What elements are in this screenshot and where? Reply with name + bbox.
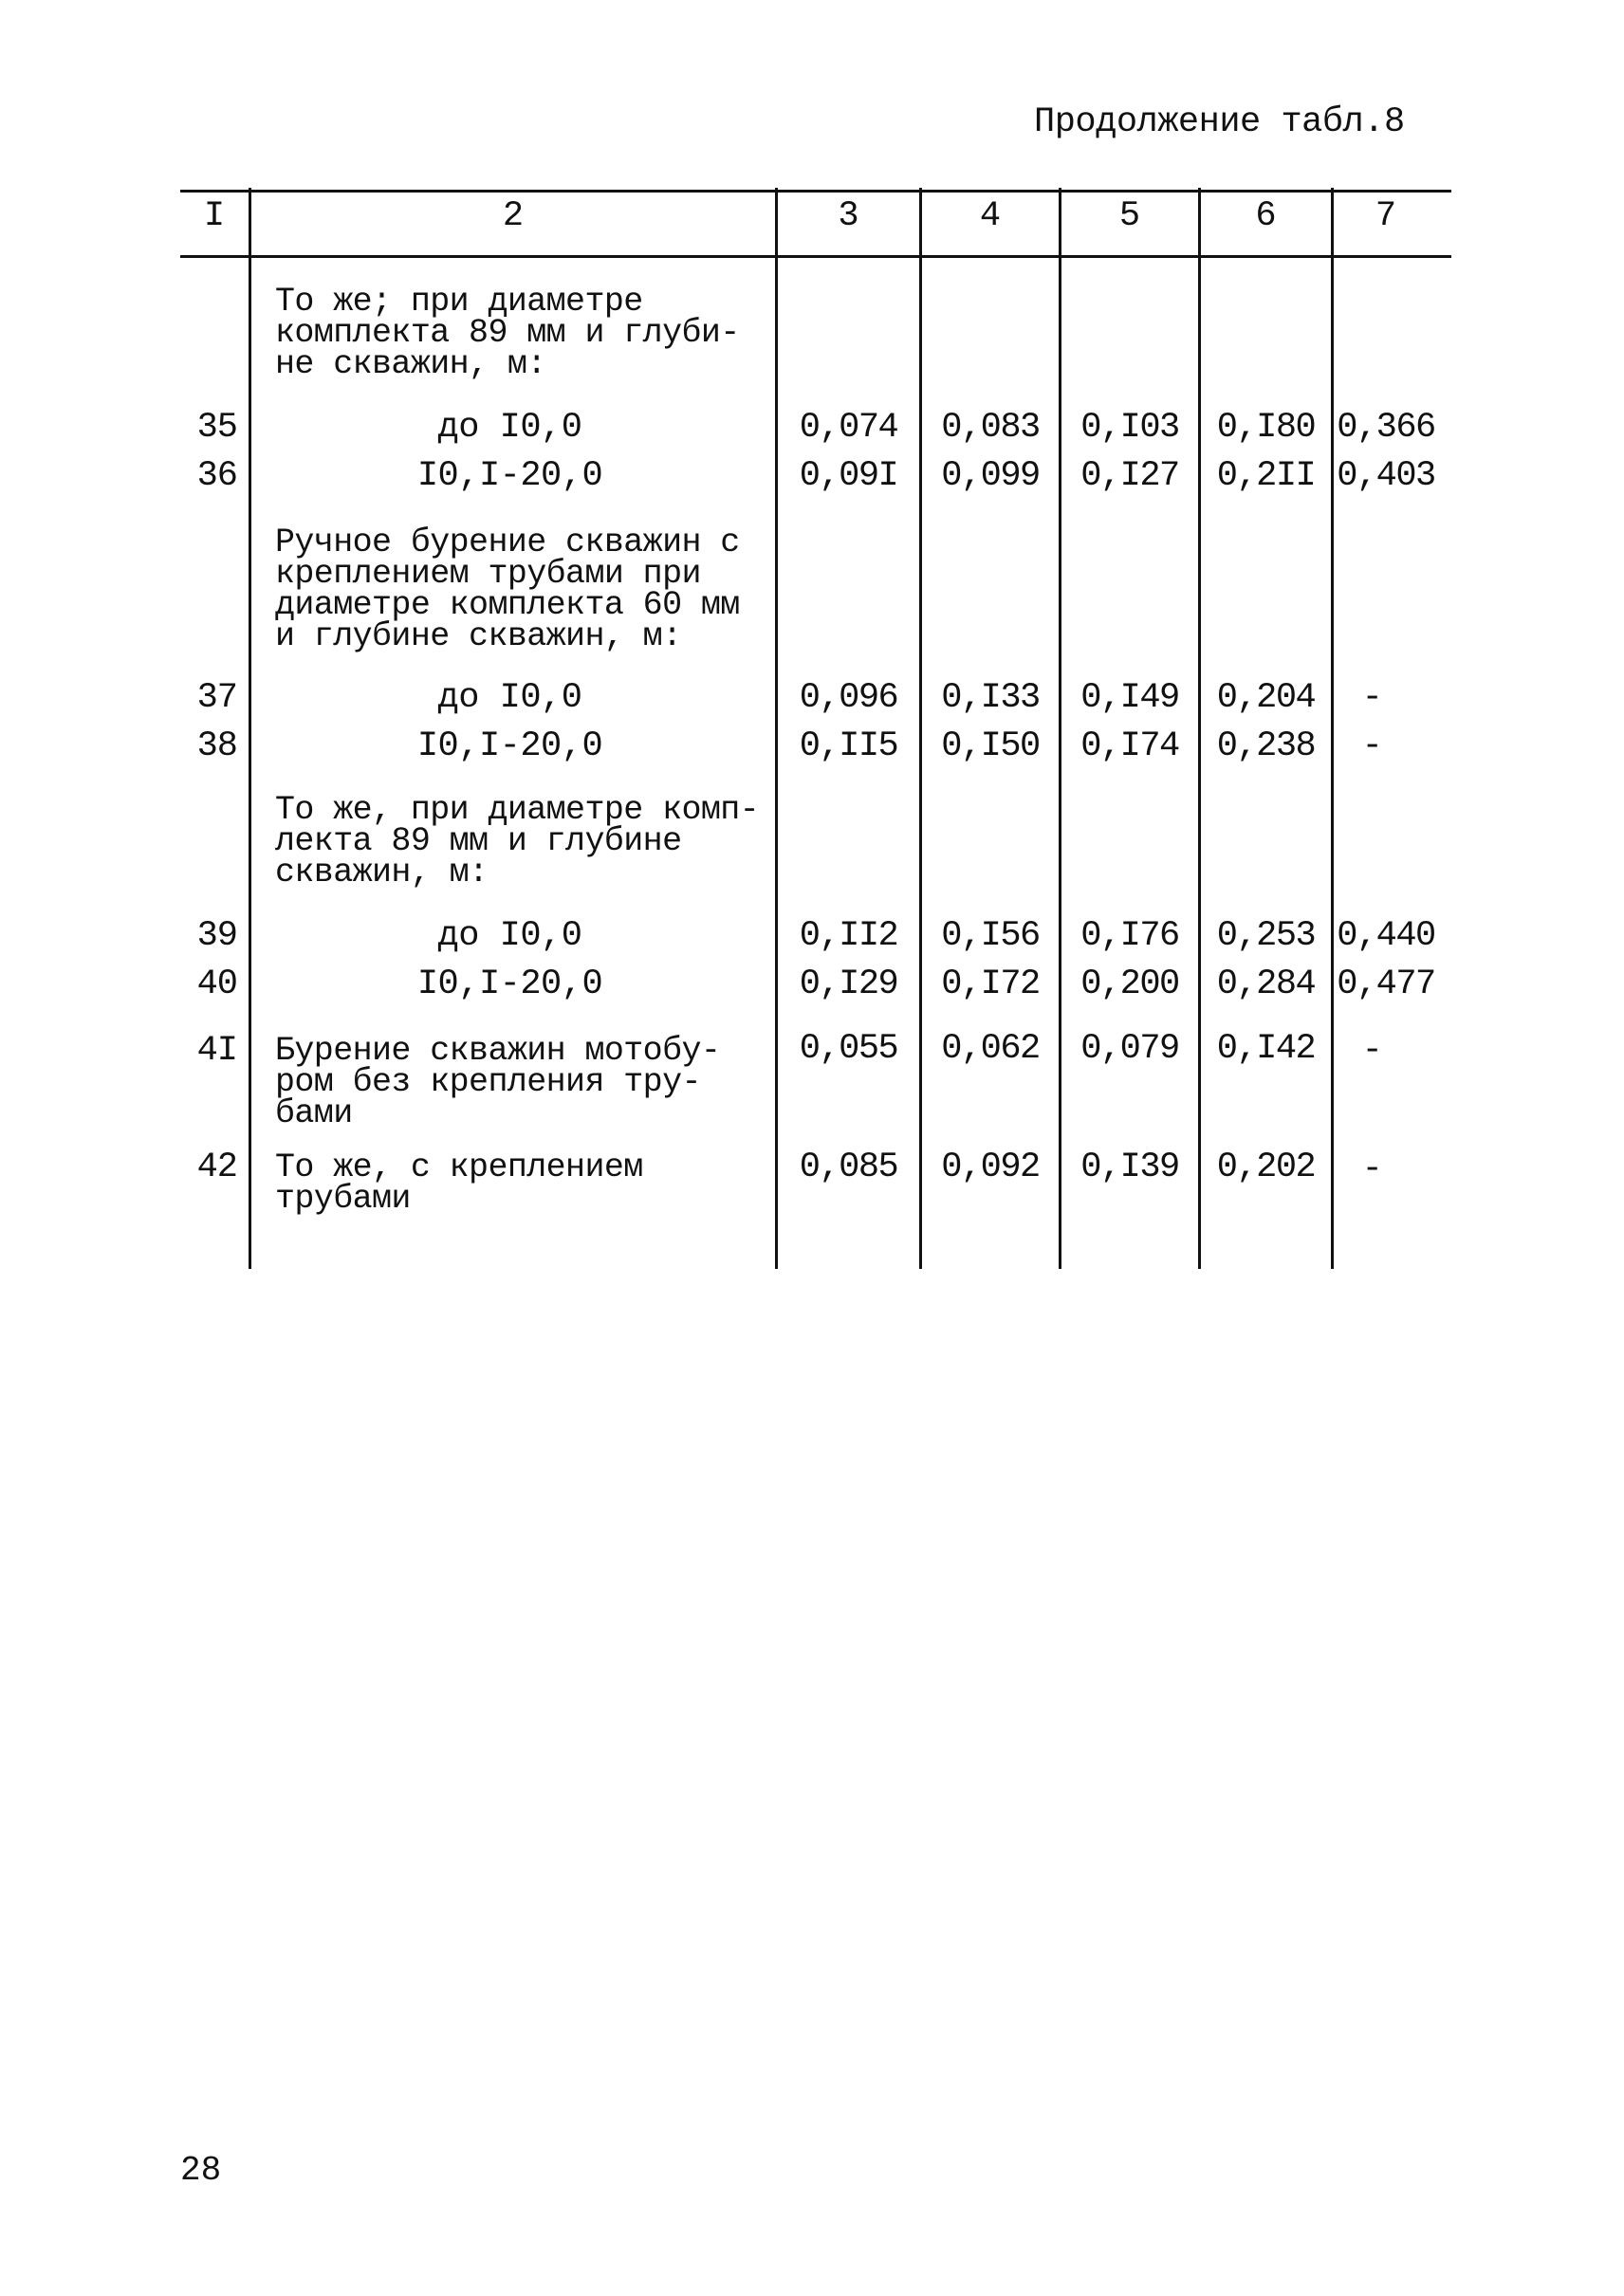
cell-col-3: 0,II5 bbox=[799, 726, 898, 766]
cell-col-7: - bbox=[1361, 678, 1382, 718]
group-heading-line: скважин, м: bbox=[275, 854, 489, 891]
cell-col-6: 0,284 bbox=[1216, 964, 1316, 1004]
cell-col-4: 0,099 bbox=[941, 456, 1040, 496]
row-name: до I0,0 bbox=[437, 916, 582, 956]
cell-col-6: 0,204 bbox=[1216, 678, 1316, 718]
group-heading-line: лекта 89 мм и глубине bbox=[275, 822, 682, 860]
cell-col-5: 0,I27 bbox=[1080, 456, 1179, 496]
row-name: до I0,0 bbox=[437, 678, 582, 718]
group-heading-1 bbox=[275, 283, 740, 383]
cell-col-6: 0,I42 bbox=[1216, 1029, 1316, 1069]
group-heading-line: То же, при диаметре комп- bbox=[275, 791, 760, 829]
row-description bbox=[275, 1032, 721, 1132]
cell-col-3: 0,I29 bbox=[799, 964, 898, 1004]
row-number: 38 bbox=[196, 726, 237, 766]
cell-col-5: 0,I74 bbox=[1080, 726, 1179, 766]
cell-col-4: 0,I50 bbox=[941, 726, 1040, 766]
row-number: 36 bbox=[196, 456, 237, 496]
group-heading-3 bbox=[275, 791, 760, 891]
group-heading-line: Ручное бурение скважин с bbox=[275, 523, 740, 561]
row-name: до I0,0 bbox=[437, 408, 582, 448]
cell-col-3: 0,096 bbox=[799, 678, 898, 718]
cell-col-7: - bbox=[1361, 726, 1382, 766]
row-number: 35 bbox=[196, 408, 237, 448]
group-heading-line: и глубине скважин, м: bbox=[275, 617, 682, 655]
row-name: I0,I-20,0 bbox=[416, 964, 603, 1004]
group-heading-line: То же; при диаметре bbox=[275, 283, 643, 321]
table-caption: Продолжение табл.8 bbox=[1034, 102, 1405, 142]
cell-col-5: 0,I76 bbox=[1080, 916, 1179, 956]
row-number: 39 bbox=[196, 916, 237, 956]
cell-col-7: 0,366 bbox=[1337, 408, 1435, 448]
header-col-3: 3 bbox=[838, 196, 859, 236]
cell-col-3: 0,085 bbox=[799, 1148, 898, 1187]
group-heading-line: не скважин, м: bbox=[275, 345, 546, 383]
table-header-rule bbox=[180, 255, 1451, 258]
description-line: ром без крепления тру- bbox=[275, 1063, 701, 1101]
cell-col-4: 0,062 bbox=[941, 1029, 1040, 1069]
cell-col-4: 0,I56 bbox=[941, 916, 1040, 956]
cell-col-7: 0,440 bbox=[1337, 916, 1435, 956]
group-heading-2 bbox=[275, 523, 740, 655]
row-number: 4I bbox=[196, 1031, 237, 1071]
cell-col-5: 0,079 bbox=[1080, 1029, 1179, 1069]
header-col-6: 6 bbox=[1255, 196, 1277, 236]
cell-col-7: - bbox=[1361, 1149, 1382, 1189]
group-heading-line: креплением трубами при bbox=[275, 555, 701, 593]
cell-col-5: 0,I49 bbox=[1080, 678, 1179, 718]
cell-col-3: 0,09I bbox=[799, 456, 898, 496]
header-col-7: 7 bbox=[1375, 196, 1397, 236]
cell-col-7: 0,403 bbox=[1337, 456, 1435, 496]
cell-col-5: 0,I03 bbox=[1080, 408, 1179, 448]
header-col-4: 4 bbox=[979, 196, 1002, 236]
description-line: бами bbox=[275, 1094, 353, 1132]
group-heading-line: комплекта 89 мм и глуби- bbox=[275, 314, 740, 352]
header-col-2: 2 bbox=[502, 196, 525, 236]
page-number: 28 bbox=[180, 2151, 222, 2190]
description-line: То же, с креплением bbox=[275, 1148, 643, 1186]
row-number: 40 bbox=[196, 964, 237, 1004]
cell-col-6: 0,2II bbox=[1216, 456, 1316, 496]
row-name: I0,I-20,0 bbox=[416, 456, 603, 496]
cell-col-5: 0,200 bbox=[1080, 964, 1179, 1004]
row-number: 37 bbox=[196, 678, 237, 718]
table-top-rule bbox=[180, 190, 1451, 193]
cell-col-4: 0,092 bbox=[941, 1148, 1040, 1187]
description-line: Бурение скважин мотобу- bbox=[275, 1032, 721, 1070]
cell-col-4: 0,I72 bbox=[941, 964, 1040, 1004]
cell-col-6: 0,202 bbox=[1216, 1148, 1316, 1187]
cell-col-3: 0,II2 bbox=[799, 916, 898, 956]
description-line: трубами bbox=[275, 1180, 411, 1218]
group-heading-line: диаметре комплекта 60 мм bbox=[275, 586, 740, 624]
row-number: 42 bbox=[196, 1148, 237, 1187]
cell-col-7: 0,477 bbox=[1337, 964, 1435, 1004]
cell-col-3: 0,074 bbox=[799, 408, 898, 448]
cell-col-6: 0,253 bbox=[1216, 916, 1316, 956]
cell-col-3: 0,055 bbox=[799, 1029, 898, 1069]
header-col-1: I bbox=[203, 196, 226, 236]
header-col-5: 5 bbox=[1118, 196, 1141, 236]
cell-col-4: 0,I33 bbox=[941, 678, 1040, 718]
cell-col-4: 0,083 bbox=[941, 408, 1040, 448]
row-description bbox=[275, 1148, 643, 1218]
cell-col-6: 0,I80 bbox=[1216, 408, 1316, 448]
cell-col-6: 0,238 bbox=[1216, 726, 1316, 766]
row-name: I0,I-20,0 bbox=[416, 726, 603, 766]
cell-col-5: 0,I39 bbox=[1080, 1148, 1179, 1187]
cell-col-7: - bbox=[1361, 1031, 1382, 1071]
